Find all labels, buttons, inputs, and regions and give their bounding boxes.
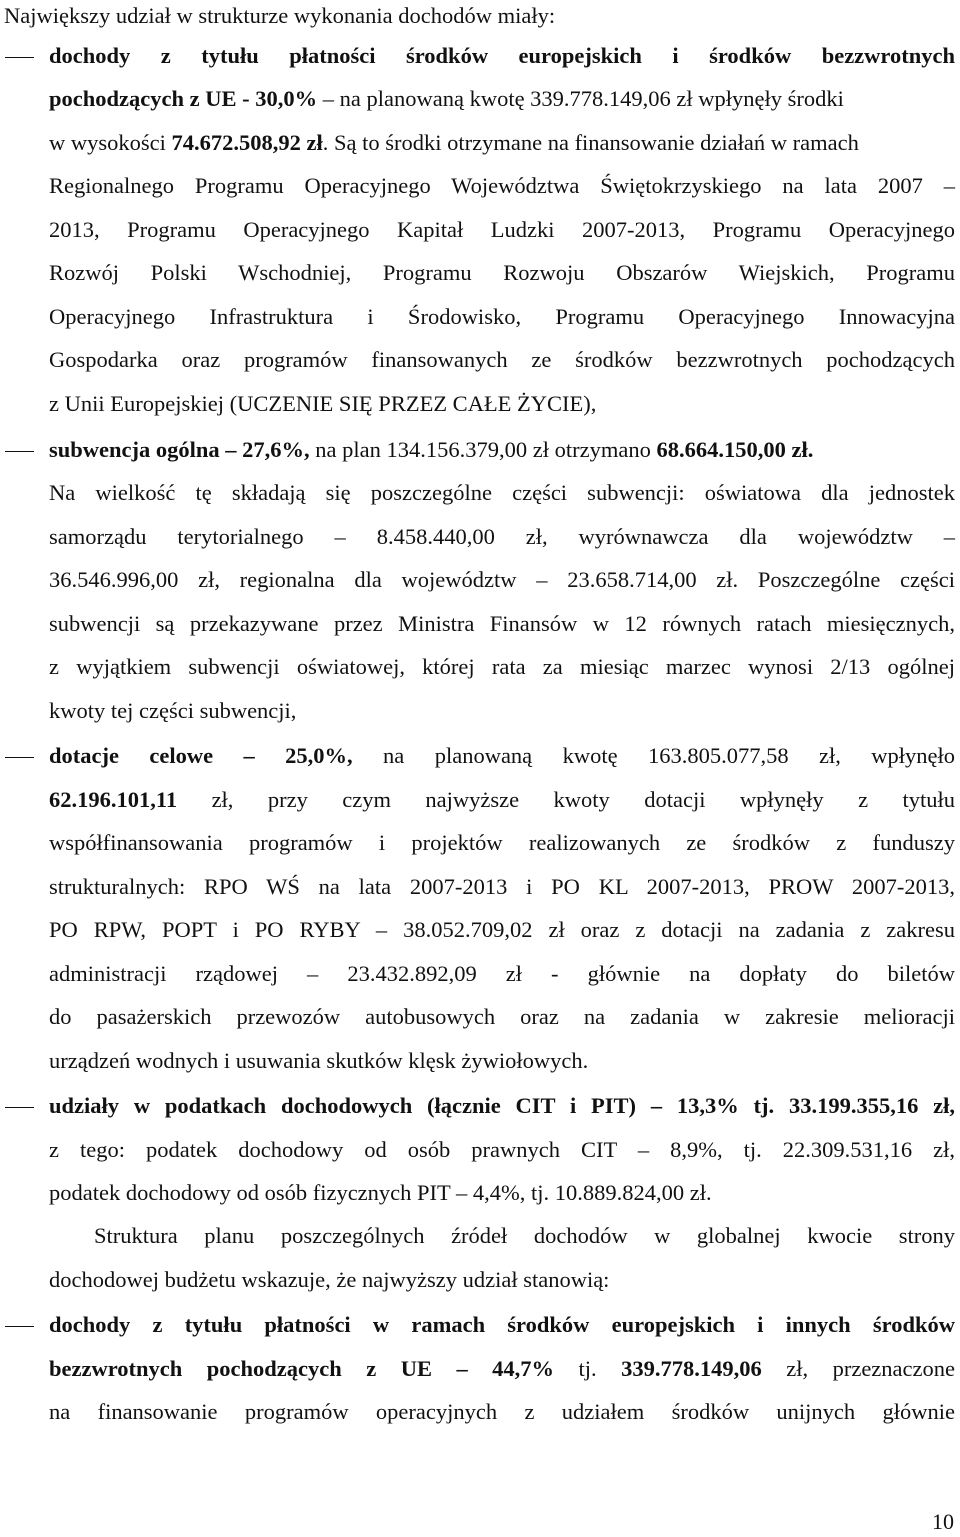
text-span: zł, przy czym najwyższe kwoty dotacji wpłynęły z tytułu — [177, 787, 955, 812]
bullet-5-line-2 — [49, 1353, 955, 1385]
bullet-1-line-8: Gospodarka oraz programów finansowanych ze środków bezzwrotnych pochodzących — [49, 347, 955, 372]
bold-amount: 68.664.150,00 zł. — [656, 437, 814, 462]
bold-text: dochody z tytułu płatności w ramach środków europejskich i innych środków — [49, 1312, 955, 1337]
bullet-1-line-4: Regionalnego Programu Operacyjnego Województwa Świętokrzyskiego na lata 2007 – — [49, 173, 955, 198]
bullet-dash — [5, 451, 34, 452]
bullet-3-line-8: urządzeń wodnych i usuwania skutków klęsk żywiołowych. — [49, 1048, 589, 1073]
bullet-2-line-3: samorządu terytorialnego – 8.458.440,00 zł, wyrównawcza dla województw – — [49, 524, 955, 549]
bullet-2-line-5: subwencji są przekazywane przez Ministra Finansów w 12 równych ratach miesięcznych, — [49, 611, 955, 636]
bullet-3-line-1 — [49, 740, 955, 772]
bullet-1-line-1 — [49, 40, 955, 72]
bullet-1-line-7: Operacyjnego Infrastruktura i Środowisko, Programu Operacyjnego Innowacyjna — [49, 304, 955, 329]
paragraph-line-1: Struktura planu poszczególnych źródeł dochodów w globalnej kwocie strony — [94, 1223, 955, 1248]
bold-amount: 339.778.149,06 — [621, 1356, 762, 1381]
page-number: 10 — [932, 1509, 954, 1534]
bold-text: subwencja ogólna – 27,6%, — [49, 437, 310, 462]
bullet-dash — [5, 1326, 34, 1327]
bullet-dash — [5, 757, 34, 758]
bullet-2-line-2: Na wielkość tę składają się poszczególne części subwencji: oświatowa dla jednostek — [49, 480, 955, 505]
bold-text: udziały w podatkach dochodowych (łącznie CIT i PIT) – 13,3% tj. 33.199.355,16 zł, — [49, 1093, 955, 1118]
bullet-dash — [5, 1107, 34, 1108]
bullet-dash — [5, 57, 34, 58]
bullet-1-line-2 — [49, 83, 955, 115]
paragraph-line-2: dochodowej budżetu wskazuje, że najwyższy udział stanowią: — [49, 1267, 610, 1292]
bold-text: dotacje celowe – 25,0%, — [49, 743, 353, 768]
text-span: na plan 134.156.379,00 zł otrzymano — [309, 437, 657, 462]
bullet-3-line-3: współfinansowania programów i projektów realizowanych ze środków z funduszy — [49, 830, 955, 855]
bullet-3-line-2 — [49, 784, 955, 816]
bullet-2-line-7: kwoty tej części subwencji, — [49, 698, 297, 723]
text-span: na planowaną kwotę 163.805.077,58 zł, wpłynęło — [352, 743, 955, 768]
bold-text: dochody z tytułu płatności środków europejskich i środków bezzwrotnych — [49, 43, 955, 68]
bullet-1-line-9: z Unii Europejskiej (UCZENIE SIĘ PRZEZ CAŁE ŻYCIE), — [49, 391, 597, 416]
bullet-3-line-4: strukturalnych: RPO WŚ na lata 2007-2013 i PO KL 2007-2013, PROW 2007-2013, — [49, 874, 955, 899]
text-span: . Są to środki otrzymane na finansowanie działań w ramach — [322, 130, 859, 155]
bullet-3-line-5: PO RPW, POPT i PO RYBY – 38.052.709,02 zł oraz z dotacji na zadania z zakresu — [49, 917, 955, 942]
bullet-4-line-2: z tego: podatek dochodowy od osób prawnych CIT – 8,9%, tj. 22.309.531,16 zł, — [49, 1137, 955, 1162]
bullet-3-line-7: do pasażerskich przewozów autobusowych oraz na zadania w zakresie melioracji — [49, 1004, 955, 1029]
bold-amount: 62.196.101,11 — [49, 787, 178, 812]
text-span: w wysokości — [49, 130, 172, 155]
bullet-1-line-6: Rozwój Polski Wschodniej, Programu Rozwoju Obszarów Wiejskich, Programu — [49, 260, 955, 285]
bullet-2-line-6: z wyjątkiem subwencji oświatowej, której rata za miesiąc marzec wynosi 2/13 ogólnej — [49, 654, 955, 679]
bold-amount: 74.672.508,92 zł — [171, 130, 323, 155]
intro-text: Największy udział w strukturze wykonania dochodów miały: — [4, 3, 556, 28]
bullet-1-line-3 — [49, 127, 955, 159]
bullet-1-line-5: 2013, Programu Operacyjnego Kapitał Ludzki 2007-2013, Programu Operacyjnego — [49, 217, 955, 242]
bullet-5-line-3: na finansowanie programów operacyjnych z udziałem środków unijnych głównie — [49, 1399, 955, 1424]
text-span: tj. — [554, 1356, 622, 1381]
text-span: zł, przeznaczone — [761, 1356, 955, 1381]
bullet-4-line-3: podatek dochodowy od osób fizycznych PIT – 4,4%, tj. 10.889.824,00 zł. — [49, 1180, 712, 1205]
text-span: – na planowaną kwotę 339.778.149,06 zł wpłynęły środki — [317, 86, 844, 111]
bullet-2-line-1 — [49, 434, 955, 466]
bullet-2-line-4: 36.546.996,00 zł, regionalna dla województw – 23.658.714,00 zł. Poszczególne części — [49, 567, 955, 592]
bullet-5-line-1 — [49, 1309, 955, 1341]
bullet-4-line-1 — [49, 1090, 955, 1122]
bold-text: bezzwrotnych pochodzących z UE – 44,7% — [49, 1356, 555, 1381]
bold-text: pochodzących z UE - 30,0% — [49, 86, 318, 111]
bullet-3-line-6: administracji rządowej – 23.432.892,09 zł - głównie na dopłaty do biletów — [49, 961, 955, 986]
